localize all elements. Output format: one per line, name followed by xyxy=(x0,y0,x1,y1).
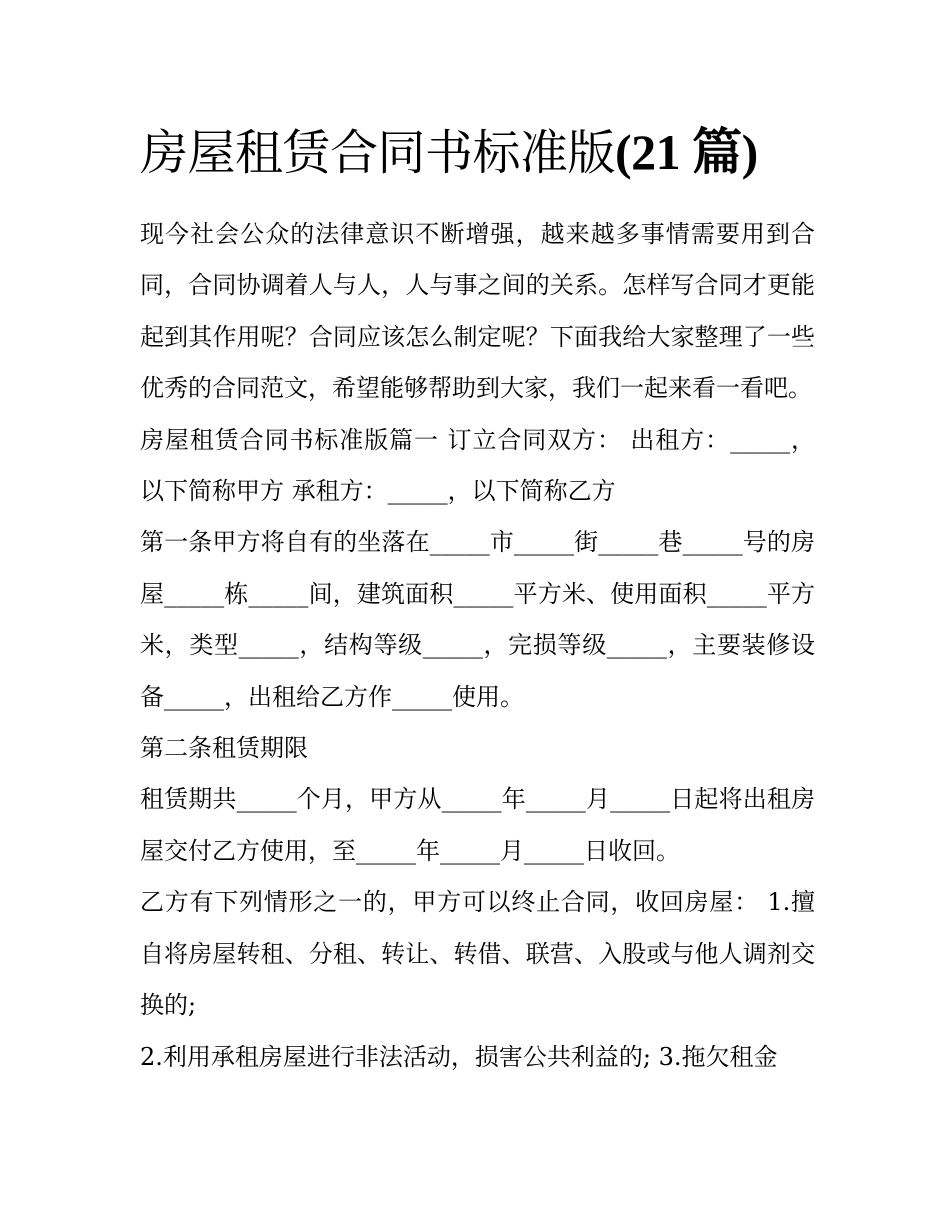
termination-conditions-paragraph: 乙方有下列情形之一的，甲方可以终止合同，收回房屋： 1.擅自将房屋转租、分租、转让、转借、联营、入股或与他人调剂交换的; xyxy=(140,888,815,1020)
article-one-paragraph: 第一条甲方将自有的坐落在_____市_____街_____巷_____号的房屋_____栋_____间，建筑面积_____平方米、使用面积_____平方米，类型_____，结构等级_____，完损等级_____，主要装修设备_____，出租给乙方作_____使用。 xyxy=(140,528,815,711)
contract-parties-paragraph: 房屋租赁合同书标准版篇一 订立合同双方： 出租方：_____，以下简称甲方 承租方：_____，以下简称乙方 xyxy=(140,425,815,506)
document-page xyxy=(140,110,815,1083)
termination-conditions-continued: 2.利用承租房屋进行非法活动，损害公共利益的; 3.拖欠租金 xyxy=(140,1042,778,1071)
intro-paragraph: 现今社会公众的法律意识不断增强，越来越多事情需要用到合同，合同协调着人与人，人与事之间的关系。怎样写合同才更能起到其作用呢？合同应该怎么制定呢？下面我给大家整理了一些优秀的合同范文，希望能够帮助到大家，我们一起来看一看吧。 xyxy=(140,220,815,403)
document-title xyxy=(140,110,815,195)
title-suffix: (21 篇) xyxy=(615,124,758,180)
title-main: 房屋租赁合同书标准版 xyxy=(140,125,616,181)
lease-term-paragraph: 租赁期共_____个月，甲方从_____年_____月_____日起将出租房屋交付乙方使用，至_____年_____月_____日收回。 xyxy=(140,785,815,865)
article-two-heading: 第二条租赁期限 xyxy=(140,734,308,763)
